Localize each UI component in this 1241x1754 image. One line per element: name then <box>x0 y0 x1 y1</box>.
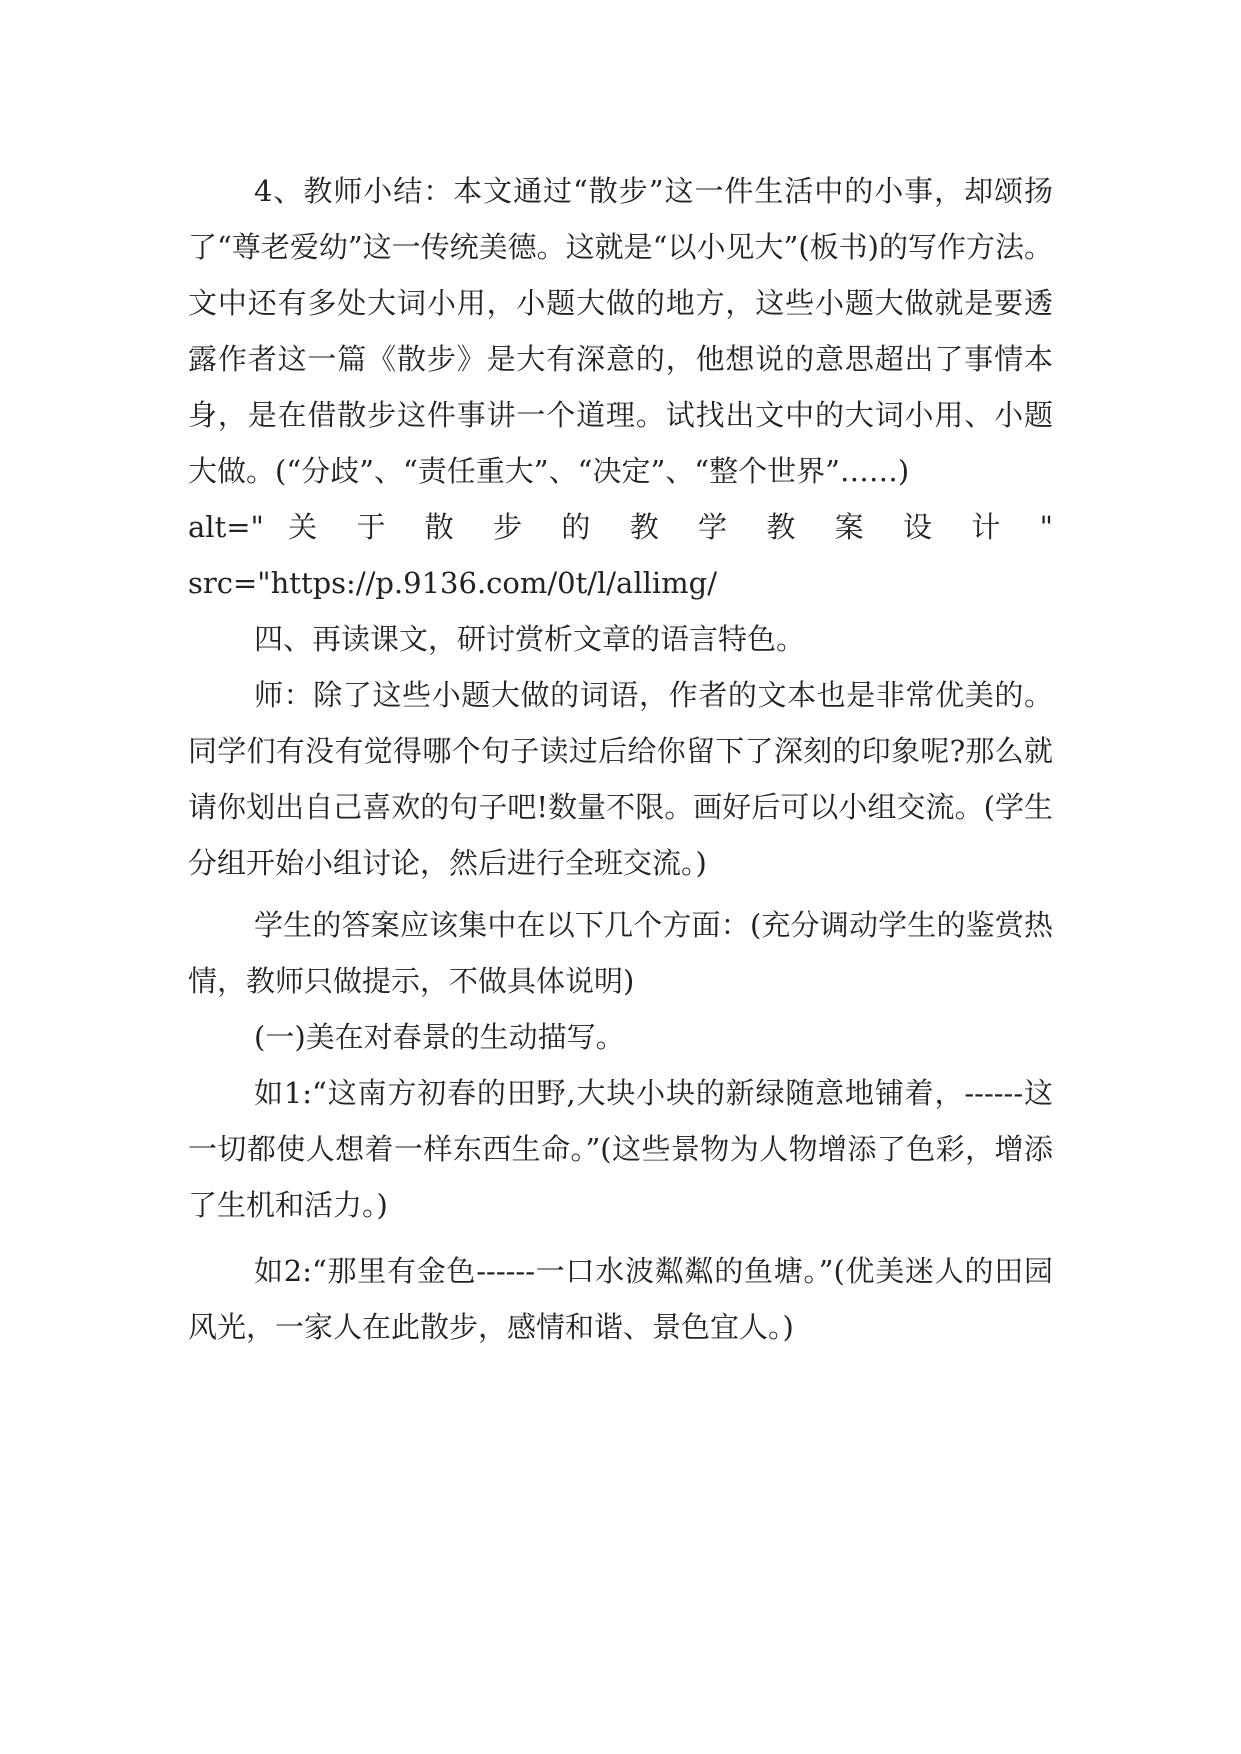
paragraph-teacher-prompt: 师：除了这些小题大做的词语，作者的文本也是非常优美的。同学们有没有觉得哪个句子读过后给你留下了深刻的印象呢?那么就请你划出自己喜欢的句子吧!数量不限。画好后可以小组交流。(学生分组开始小组讨论，然后进行全班交流。) <box>188 678 1053 880</box>
paragraph-spring-scene-heading: (一)美在对春景的生动描写。 <box>254 1020 625 1054</box>
paragraph-example-one: 如1:“这南方初春的田野,大块小块的新绿随意地铺着，------这一切都使人想着一样东西生命。”(这些景物为人物增添了色彩，增添了生机和活力。) <box>188 1076 1053 1222</box>
paragraph-student-answers: 学生的答案应该集中在以下几个方面：(充分调动学生的鉴赏热情，教师只做提示，不做具体说明) <box>188 908 1053 998</box>
paragraph-src-text: src="https://p.9136.com/0t/l/allimg/ <box>188 566 718 600</box>
document-body <box>188 163 1053 1355</box>
paragraph-example-two: 如2:“那里有金色------一口水波粼粼的鱼塘。”(优美迷人的田园风光，一家人在此散步，感情和谐、景色宜人。) <box>188 1254 1053 1344</box>
paragraph-section-four: 四、再读课文，研讨赏析文章的语言特色。 <box>254 622 806 656</box>
paragraph-teacher-summary: 4、教师小结：本文通过“散步”这一件生活中的小事，却颂扬了“尊老爱幼”这一传统美德。这就是“以小见大”(板书)的写作方法。文中还有多处大词小用，小题大做的地方，这些小题大做就是要透露作者这一篇《散步》是大有深意的，他想说的意思超出了事情本身，是在借散步这件事讲一个道理。试找出文中的大词小用、小题大做。(“分歧”、“责任重大”、“决定”、“整个世界”……) <box>188 174 1053 488</box>
paragraph-alt-text: alt=" 关 于 散 步 的 教 学 教 案 设 计 " <box>188 510 1053 544</box>
